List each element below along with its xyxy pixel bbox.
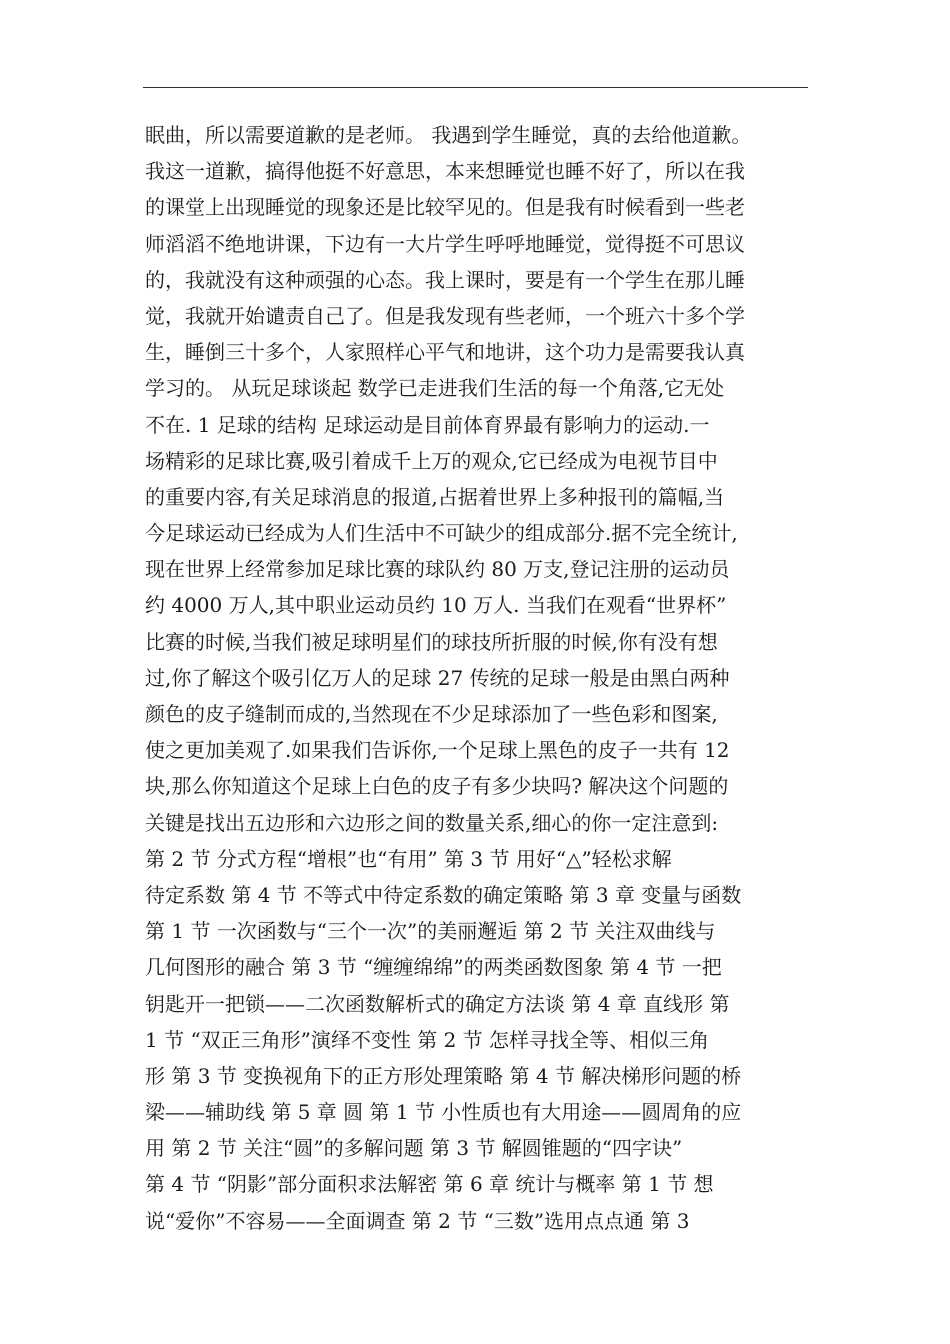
text-line: 师滔滔不绝地讲课，下边有一大片学生呼呼地睡觉，觉得挺不可思议	[145, 231, 745, 256]
text-line: 梁——辅助线 第 5 章 圆 第 1 节 小性质也有大用途——圆周角的应	[145, 1100, 742, 1125]
text-line: 约 4000 万人,其中职业运动员约 10 万人. 当我们在观看“世界杯”	[145, 593, 727, 618]
text-line: 使之更加美观了.如果我们告诉你,一个足球上黑色的皮子一共有 12	[145, 738, 730, 763]
text-line: 颜色的皮子缝制而成的,当然现在不少足球添加了一些色彩和图案,	[145, 702, 718, 726]
text-line: 今足球运动已经成为人们生活中不可缺少的组成部分.据不完全统计,	[145, 521, 738, 546]
text-line: 生，睡倒三十多个，人家照样心平气和地讲，这个功力是需要我认真	[145, 340, 745, 365]
text-line: 场精彩的足球比赛,吸引着成千上万的观众,它已经成为电视节目中	[145, 448, 718, 473]
text-line: 的，我就没有这种顽强的心态。我上课时，要是有一个学生在那儿睡	[145, 267, 745, 292]
text-line: 比赛的时候,当我们被足球明星们的球技所折服的时候,你有没有想	[145, 629, 718, 654]
text-line: 我这一道歉，搞得他挺不好意思，本来想睡觉也睡不好了，所以在我	[145, 159, 745, 184]
header-rule	[143, 87, 808, 88]
text-line: 第 1 节 一次函数与“三个一次”的美丽邂逅 第 2 节 关注双曲线与	[145, 919, 716, 944]
text-line: 说“爱你”不容易——全面调查 第 2 节 “三数”选用点点通 第 3	[145, 1208, 690, 1233]
text-line: 觉，我就开始谴责自己了。但是我发现有些老师，一个班六十多个学	[145, 303, 745, 328]
text-line: 待定系数 第 4 节 不等式中待定系数的确定策略 第 3 章 变量与函数	[145, 882, 742, 907]
text-line: 的课堂上出现睡觉的现象还是比较罕见的。但是我有时候看到一些老	[145, 195, 745, 220]
text-line: 钥匙开一把锁——二次函数解析式的确定方法谈 第 4 章 直线形 第	[145, 991, 730, 1016]
text-line: 1 节 “双正三角形”演绎不变性 第 2 节 怎样寻找全等、相似三角	[145, 1027, 710, 1052]
text-line: 现在世界上经常参加足球比赛的球队约 80 万支,登记注册的运动员	[145, 557, 730, 582]
text-line: 形 第 3 节 变换视角下的正方形处理策略 第 4 节 解决梯形问题的桥	[145, 1063, 742, 1088]
text-line: 块,那么你知道这个足球上白色的皮子有多少块吗? 解决这个问题的	[145, 774, 729, 799]
text-line: 的重要内容,有关足球消息的报道,占据着世界上多种报刊的篇幅,当	[145, 484, 725, 509]
text-line: 第 2 节 分式方程“增根”也“有用” 第 3 节 用好“△”轻松求解	[145, 846, 672, 871]
text-line: 过,你了解这个吸引亿万人的足球 27 传统的足球一般是由黑白两种	[145, 665, 730, 690]
text-line: 学习的。 从玩足球谈起 数学已走进我们生活的每一个角落,它无处	[145, 376, 725, 401]
text-line: 第 4 节 “阴影”部分面积求法解密 第 6 章 统计与概率 第 1 节 想	[145, 1172, 714, 1197]
text-line: 几何图形的融合 第 3 节 “缠缠绵绵”的两类函数图象 第 4 节 一把	[145, 955, 722, 980]
text-line: 眠曲，所以需要道歉的是老师。 我遇到学生睡觉，真的去给他道歉。	[145, 123, 752, 147]
text-line: 用 第 2 节 关注“圆”的多解问题 第 3 节 解圆锥题的“四字诀”	[145, 1136, 683, 1161]
text-line: 不在. 1 足球的结构 足球运动是目前体育界最有影响力的运动.一	[145, 412, 710, 437]
text-line: 关键是找出五边形和六边形之间的数量关系,细心的你一定注意到:	[145, 810, 719, 835]
document-body	[145, 117, 815, 1239]
